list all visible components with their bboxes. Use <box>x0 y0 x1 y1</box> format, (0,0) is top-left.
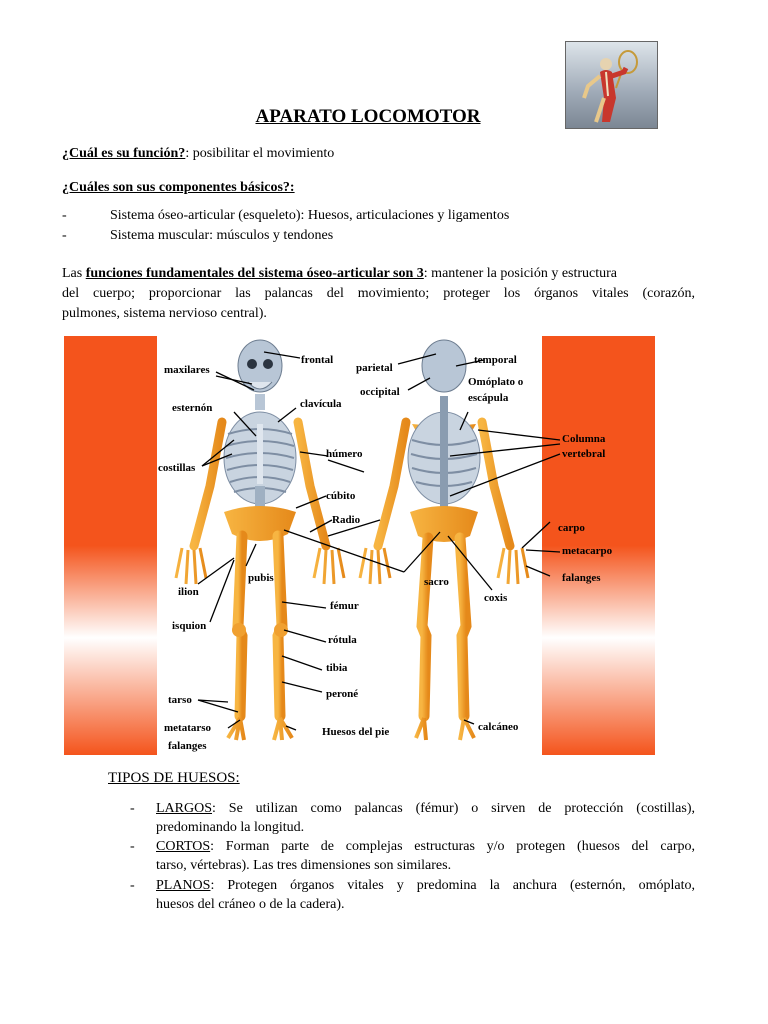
type-name: PLANOS <box>156 878 211 893</box>
label-tarso: tarso <box>168 694 192 706</box>
label-tibia: tibia <box>326 662 348 674</box>
label-rotula: rótula <box>328 634 357 646</box>
functions-lead: Las <box>62 266 86 281</box>
skeleton-figure <box>64 336 655 755</box>
label-radio: Radio <box>332 514 361 526</box>
label-perone: peroné <box>326 688 359 700</box>
type-planos-line1 <box>156 876 695 896</box>
functions-line-2: del cuerpo; proporcionar las palancas del movimiento; proteger los órganos vitales (corazón, <box>62 286 695 301</box>
function-answer: : posibilitar el movimiento <box>185 146 335 161</box>
label-clavicula: clavícula <box>300 398 342 410</box>
component-text: Sistema muscular: músculos y tendones <box>110 228 334 243</box>
label-metacarpo: metacarpo <box>562 545 613 557</box>
label-sacro: sacro <box>424 576 449 588</box>
type-cortos-line1 <box>156 837 695 857</box>
label-femur: fémur <box>330 600 359 612</box>
label-temporal: temporal <box>474 354 517 366</box>
label-maxilares: maxilares <box>164 364 210 376</box>
label-costillas: costillas <box>158 462 196 474</box>
type-description: : Protegen órganos vitales y predomina la anchura (esternón, omóplato, <box>210 878 695 893</box>
label-humero: húmero <box>326 448 363 460</box>
functions-line-3: pulmones, sistema nervioso central). <box>62 306 267 321</box>
components-question: ¿Cuáles son sus componentes básicos?: <box>62 180 295 195</box>
functions-bold: funciones fundamentales del sistema óseo-articular son 3 <box>85 266 424 281</box>
bullet-dash: - <box>130 878 135 893</box>
bullet-dash: - <box>130 839 135 854</box>
types-heading: TIPOS DE HUESOS: <box>108 770 240 786</box>
function-line <box>62 144 334 164</box>
label-columna-line1: Columna <box>562 433 606 445</box>
component-dash: - <box>62 208 67 223</box>
label-cubito: cúbito <box>326 490 356 502</box>
page-title: APARATO LOCOMOTOR <box>255 106 481 127</box>
label-falanges-mano: falanges <box>562 572 601 584</box>
component-item <box>62 226 67 246</box>
type-cortos-line2: tarso, vértebras). Las tres dimensiones son similares. <box>156 858 452 873</box>
type-description: : Se utilizan como palancas (fémur) o sirven de protección (costillas), <box>212 801 695 816</box>
component-dash: - <box>62 228 67 243</box>
label-falanges-pie: falanges <box>168 740 207 752</box>
label-frontal: frontal <box>301 354 334 366</box>
bullet-dash: - <box>130 801 135 816</box>
type-name: LARGOS <box>156 801 213 816</box>
label-huesos-pie: Huesos del pie <box>322 726 390 738</box>
label-omoplato-line2: escápula <box>468 392 509 404</box>
type-largos-line1 <box>156 799 695 819</box>
label-carpo: carpo <box>558 522 585 534</box>
type-largos-line2: predominando la longitud. <box>156 820 305 835</box>
function-question: ¿Cuál es su función? <box>62 146 186 161</box>
type-planos-line2: huesos del cráneo o de la cadera). <box>156 897 345 912</box>
functions-line-1 <box>62 264 695 284</box>
label-isquion: isquion <box>172 620 207 632</box>
label-esternon: esternón <box>172 402 213 414</box>
component-text: Sistema óseo-articular (esqueleto): Huesos, articulaciones y ligamentos <box>110 208 510 223</box>
component-item <box>62 206 67 226</box>
type-description: : Forman parte de complejas estructuras y/o protegen (huesos del carpo, <box>210 839 695 854</box>
type-name: CORTOS <box>156 839 211 854</box>
label-ilion: ilion <box>178 586 199 598</box>
label-parietal: parietal <box>356 362 393 374</box>
label-occipital: occipital <box>360 386 400 398</box>
label-pubis: pubis <box>248 572 274 584</box>
label-omoplato-line1: Omóplato o <box>468 376 524 388</box>
label-columna-line2: vertebral <box>562 448 606 460</box>
label-calcaneo: calcáneo <box>478 721 519 733</box>
functions-rest: : mantener la posición y estructura <box>423 266 618 281</box>
label-coxis: coxis <box>484 592 508 604</box>
label-metatarso: metatarso <box>164 722 212 734</box>
